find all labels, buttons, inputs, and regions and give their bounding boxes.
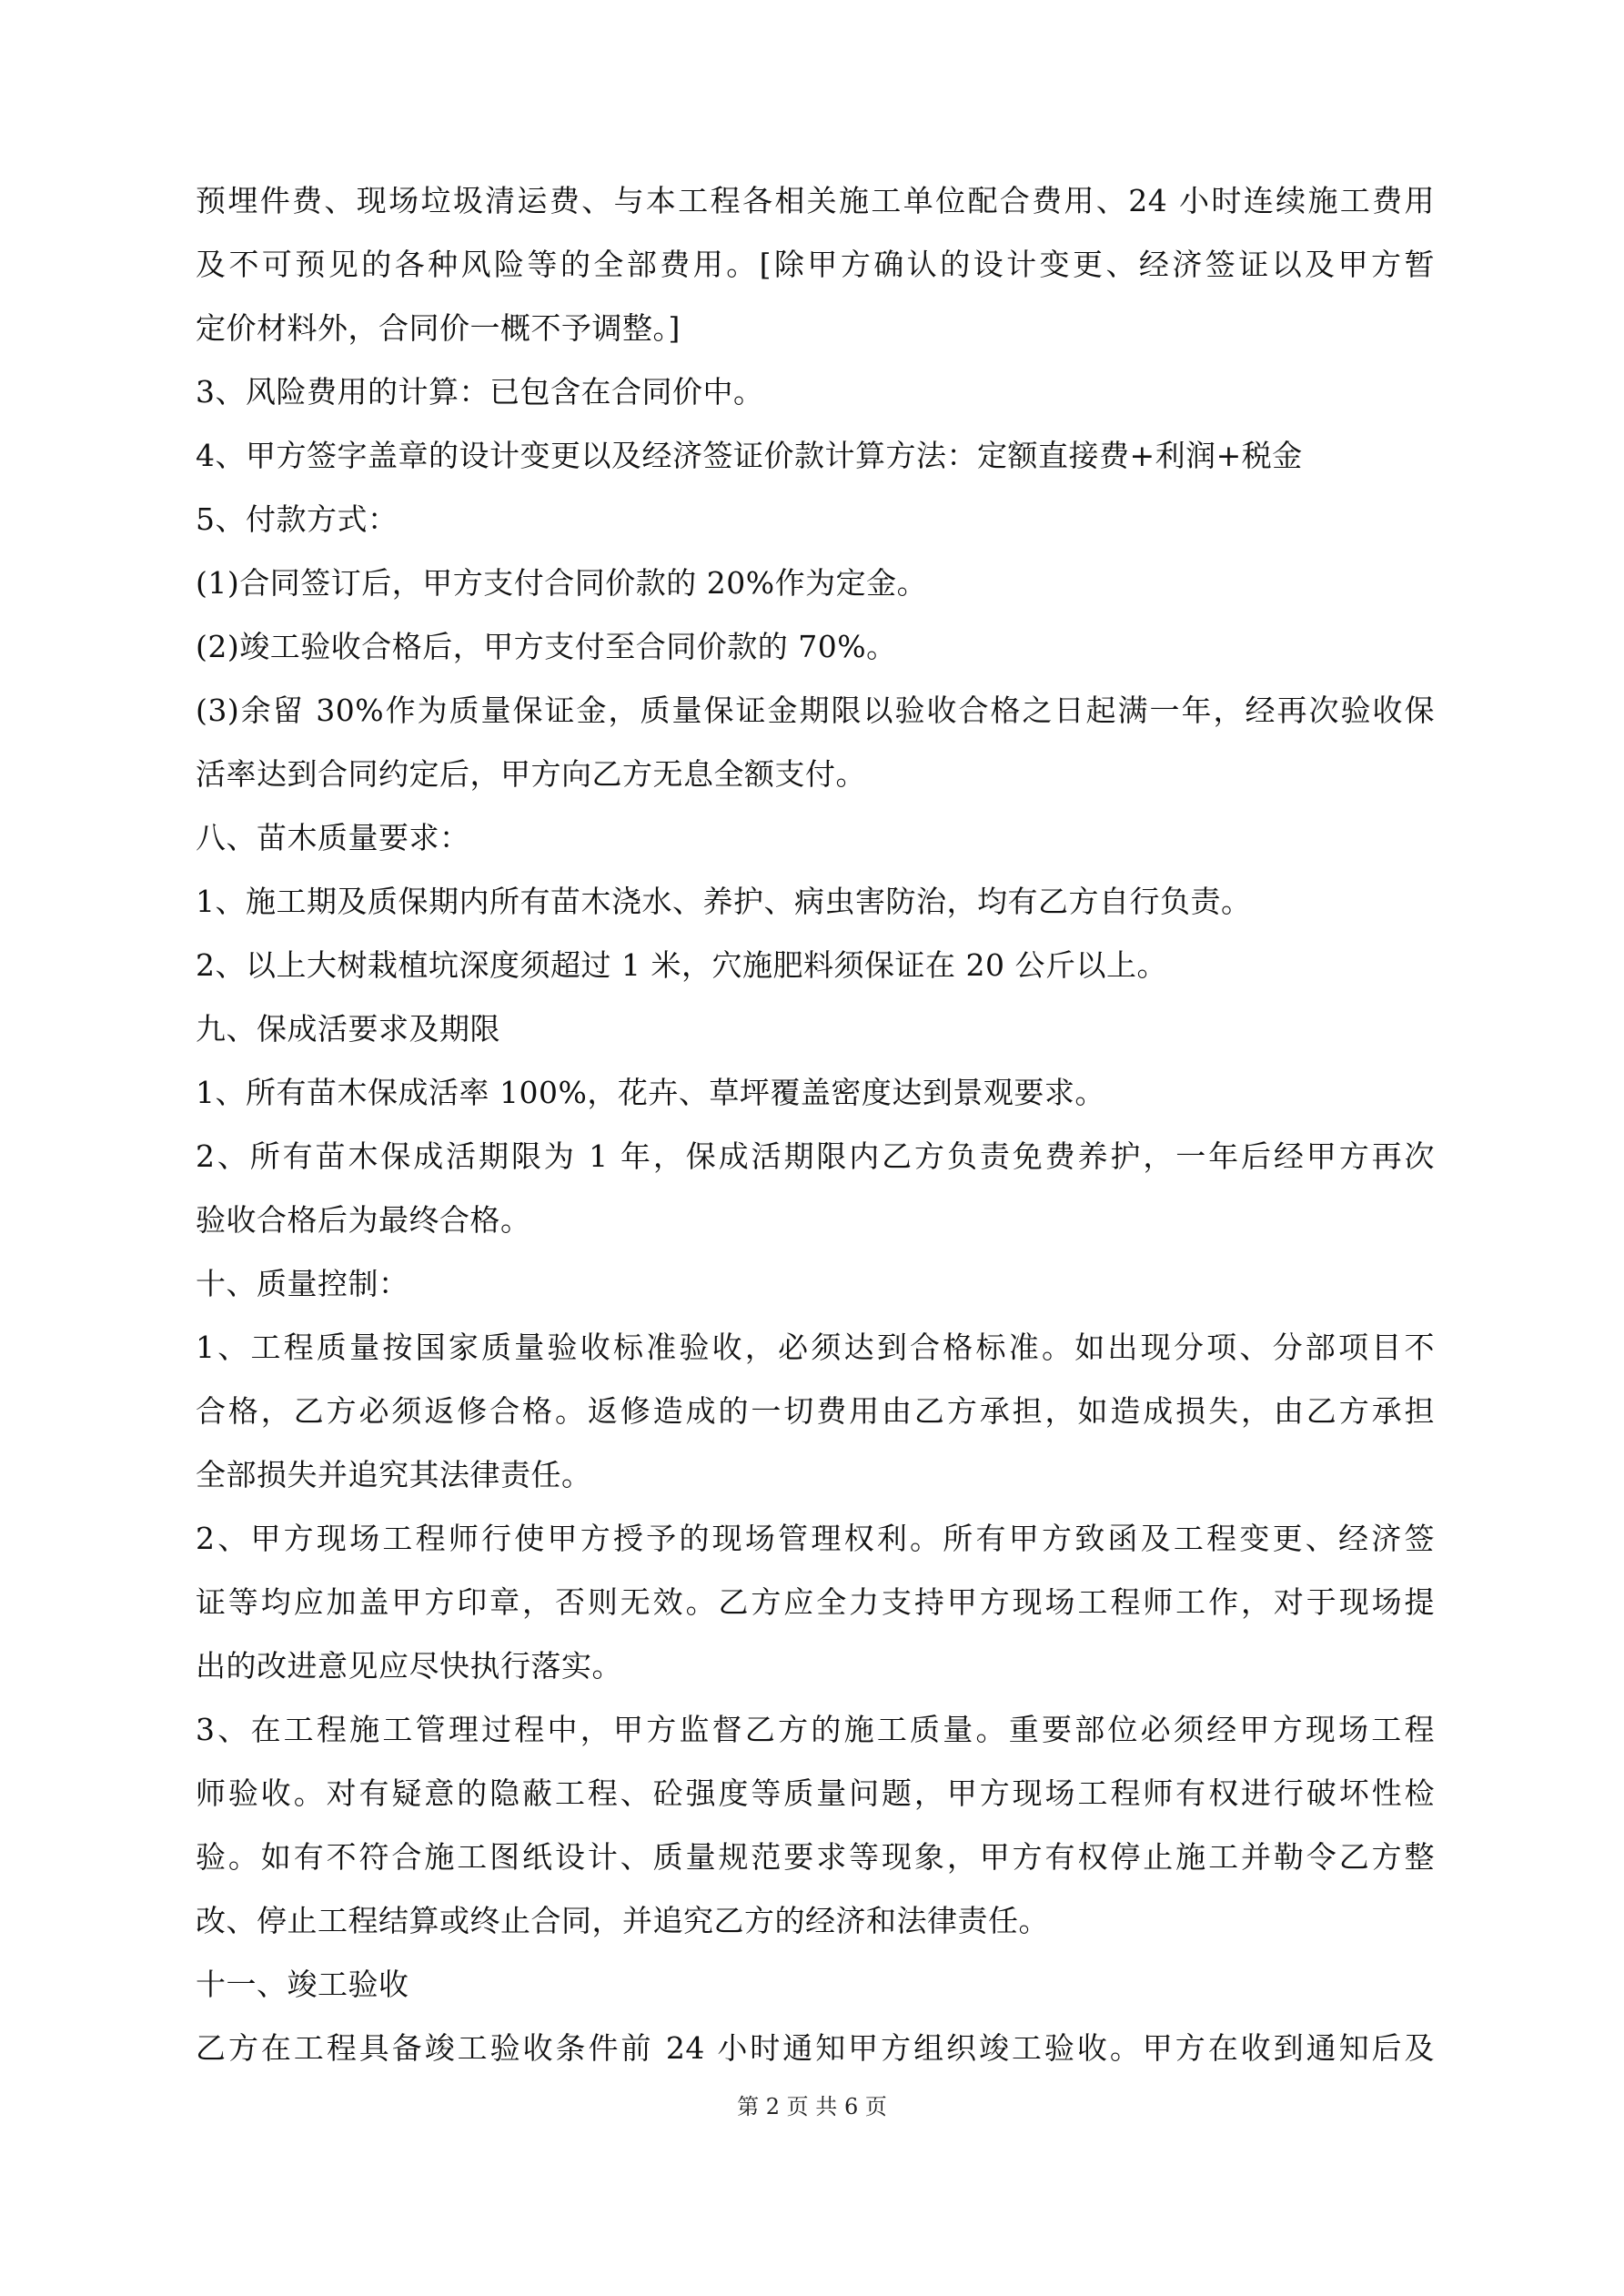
text-line: 改、停止工程结算或终止合同，并追究乙方的经济和法律责任。 [196, 1903, 1049, 1938]
text-line: 1、施工期及质保期内所有苗木浇水、养护、病虫害防治，均有乙方自行负责。 [196, 884, 1252, 919]
text-line: 活率达到合同约定后，甲方向乙方无息全额支付。 [196, 756, 866, 792]
text-line: 证等均应加盖甲方印章，否则无效。乙方应全力支持甲方现场工程师工作，对于现场提 [196, 1584, 1435, 1620]
text-line: 验。如有不符合施工图纸设计、质量规范要求等现象，甲方有权停止施工并勒令乙方整 [196, 1839, 1435, 1875]
text-line: 乙方在工程具备竣工验收条件前 24 小时通知甲方组织竣工验收。甲方在收到通知后及 [196, 2030, 1435, 2066]
text-line: 师验收。对有疑意的隐蔽工程、砼强度等质量问题，甲方现场工程师有权进行破坏性检 [196, 1775, 1435, 1811]
text-line: 定价材料外，合同价一概不予调整。] [196, 310, 681, 346]
document-body [196, 169, 1435, 2080]
text-line: 2、甲方现场工程师行使甲方授予的现场管理权利。所有甲方致函及工程变更、经济签 [196, 1521, 1435, 1556]
text-line: 合格，乙方必须返修合格。返修造成的一切费用由乙方承担，如造成损失，由乙方承担 [196, 1393, 1435, 1429]
text-line: 3、在工程施工管理过程中，甲方监督乙方的施工质量。重要部位必须经甲方现场工程 [196, 1712, 1435, 1747]
text-line: 验收合格后为最终合格。 [196, 1202, 531, 1238]
text-line: 预埋件费、现场垃圾清运费、与本工程各相关施工单位配合费用、24 小时连续施工费用 [196, 183, 1435, 218]
text-line: 5、付款方式： [196, 501, 398, 537]
text-line: 1、所有苗木保成活率 100%，花卉、草坪覆盖密度达到景观要求。 [196, 1075, 1105, 1110]
text-line: 出的改进意见应尽快执行落实。 [196, 1648, 622, 1684]
text-line: 4、甲方签字盖章的设计变更以及经济签证价款计算方法：定额直接费+利润+税金 [196, 438, 1303, 473]
text-line: (2)竣工验收合格后，甲方支付至合同价款的 70%。 [196, 629, 897, 664]
text-line: 十一、竣工验收 [196, 1967, 409, 2002]
text-line: (3)余留 30%作为质量保证金，质量保证金期限以验收合格之日起满一年，经再次验收保 [196, 693, 1435, 728]
text-line: 1、工程质量按国家质量验收标准验收，必须达到合格标准。如出现分项、分部项目不 [196, 1330, 1435, 1365]
page-number: 第 2 页 共 6 页 [737, 2094, 887, 2119]
text-line: 八、苗木质量要求： [196, 820, 470, 855]
text-line: 及不可预见的各种风险等的全部费用。[除甲方确认的设计变更、经济签证以及甲方暂 [196, 247, 1435, 282]
text-line: 3、风险费用的计算：已包含在合同价中。 [196, 374, 764, 410]
text-line: 2、以上大树栽植坑深度须超过 1 米，穴施肥料须保证在 20 公斤以上。 [196, 947, 1167, 983]
text-line: 九、保成活要求及期限 [196, 1011, 500, 1047]
text-line: (1)合同签订后，甲方支付合同价款的 20%作为定金。 [196, 565, 928, 601]
text-line: 2、所有苗木保成活期限为 1 年，保成活期限内乙方负责免费养护，一年后经甲方再次 [196, 1138, 1435, 1174]
text-line: 全部损失并追究其法律责任。 [196, 1457, 592, 1492]
text-line: 十、质量控制： [196, 1266, 409, 1301]
